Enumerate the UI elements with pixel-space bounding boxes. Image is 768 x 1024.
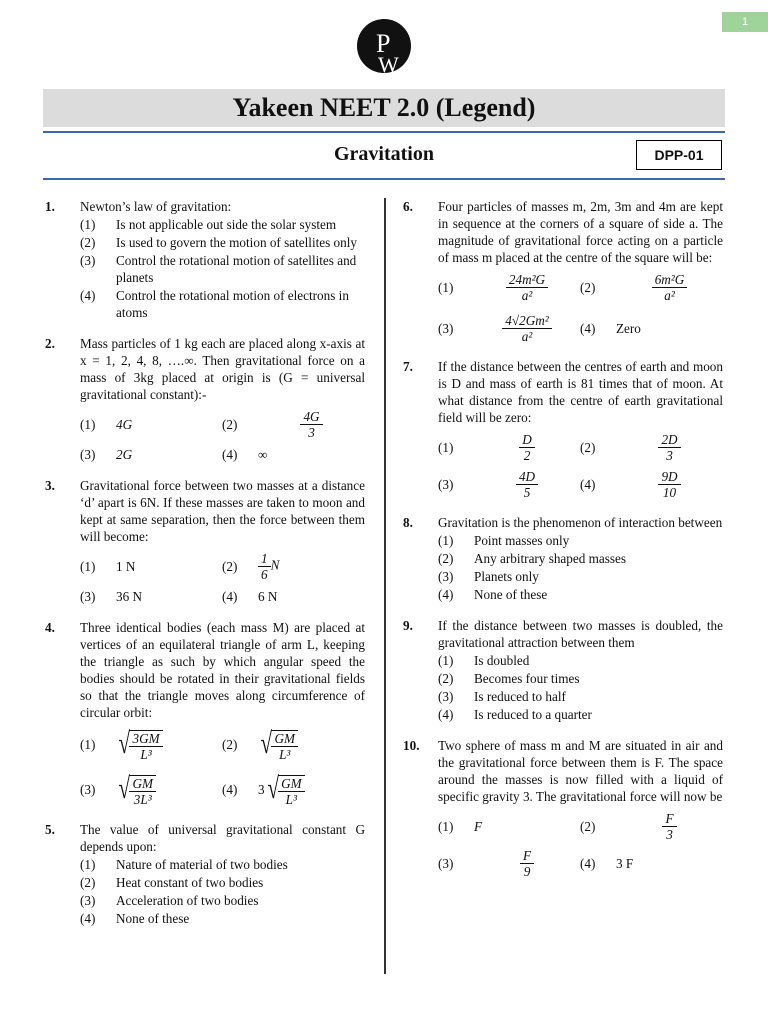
option-fraction[interactable]: $\frac{F}{3}$ <box>616 811 723 842</box>
question-stem: Three identical bodies (each mass M) are placed at vertices of an equilateral triangle of arm L, keeping the triangle as such by which angular speed the bodies should be rotated in their gravitational fields so that the triangle moves along circumference of circular orbit: <box>80 620 365 720</box>
option-fraction[interactable]: $\frac{\text{6m²G}}{\text{a²}}$ <box>616 272 723 303</box>
option-value[interactable]: 2G <box>116 447 133 462</box>
question-stem: Four particles of masses m, 2m, 3m and 4m are kept in sequence at the corners of a square of side a. The magnitude of gravitational force acting on a particle of mass m placed at the centre of the square will be: <box>438 199 723 265</box>
option-root[interactable]: √ $\frac{GM}{\text{3L³}}$ <box>116 772 222 807</box>
option-root[interactable]: √ $\frac{GM}{\text{L³}}$ <box>258 727 365 762</box>
question-number: 7. <box>403 359 413 374</box>
option[interactable]: (3) Is reduced to half <box>438 689 566 704</box>
option[interactable]: (4) None of these <box>438 587 548 602</box>
option-root[interactable]: 3 √ $\frac{GM}{\text{L³}}$ <box>258 772 365 807</box>
option[interactable]: (3) Control the rotational motion of satellites and planets <box>80 253 357 285</box>
option-fraction[interactable]: $\frac{\text{24m²G}}{\text{a²}}$ <box>474 272 580 303</box>
option[interactable]: (2) Becomes four times <box>438 671 580 686</box>
option[interactable]: (3) Acceleration of two bodies <box>80 893 259 908</box>
option-value[interactable]: 3 F <box>616 856 634 871</box>
question-stem: If the distance between the centres of earth and moon is D and mass of earth is 81 times that of moon. At what distance from the centre of earth gravitational field will be zero: <box>438 359 723 425</box>
question-10 <box>403 737 723 879</box>
svg-text:W: W <box>378 52 399 77</box>
question-number: 9. <box>403 618 413 633</box>
header-rule <box>43 131 725 133</box>
subject-title: Gravitation <box>334 143 434 165</box>
left-column <box>45 198 365 941</box>
option-root[interactable]: √ $\frac{3GM}{\text{L³}}$ <box>116 727 222 762</box>
svg-text:P: P <box>376 29 391 58</box>
option[interactable]: (1) Nature of material of two bodies <box>80 857 288 872</box>
page-title: Yakeen NEET 2.0 (Legend) <box>43 89 725 127</box>
header-rule-bottom <box>43 178 725 180</box>
question-6 <box>403 198 723 344</box>
option[interactable]: (2) Heat constant of two bodies <box>80 875 264 890</box>
option-value[interactable]: 1 N <box>116 559 136 574</box>
question-7 <box>403 358 723 500</box>
option-fraction[interactable]: $\frac{4D}{5}$ <box>474 469 580 500</box>
option-fraction[interactable]: $\frac{F}{9}$ <box>474 848 580 879</box>
option-value[interactable]: ∞ <box>258 447 268 462</box>
pw-logo <box>356 18 412 84</box>
question-1 <box>45 198 365 321</box>
option-value[interactable]: F <box>474 819 483 834</box>
option-fraction[interactable]: $\frac{D}{2}$ <box>474 432 580 463</box>
options-grid: (1) F (2) $\frac{F}{3}$ (3) $\frac{F}{9}$ (4) 3 F <box>438 811 723 879</box>
question-4 <box>45 619 365 807</box>
option[interactable]: (4) Control the rotational motion of electrons in atoms <box>80 288 349 320</box>
option-fraction[interactable]: $\frac{1}{6}$ N <box>258 551 365 582</box>
question-2 <box>45 335 365 463</box>
question-stem: Gravitational force between two masses at a distance ‘d’ apart is 6N. If these masses are taken to moon and kept at same separation, then the force between them will become: <box>80 478 365 544</box>
option[interactable]: (4) None of these <box>80 911 190 926</box>
option-fraction[interactable]: $\frac{\text{4√2Gm²}}{\text{a²}}$ <box>474 313 580 344</box>
dpp-code-box: DPP-01 <box>636 140 722 170</box>
question-8 <box>403 514 723 603</box>
question-stem: Gravitation is the phenomenon of interaction between <box>438 515 723 530</box>
option-value[interactable]: 36 N <box>116 589 143 604</box>
right-column <box>403 198 723 893</box>
column-divider <box>384 198 386 974</box>
question-number: 1. <box>45 199 55 214</box>
question-number: 3. <box>45 478 55 493</box>
question-stem: If the distance between two masses is doubled, the gravitational attraction between them <box>438 618 723 650</box>
question-5 <box>45 821 365 927</box>
question-9 <box>403 617 723 723</box>
question-number: 2. <box>45 336 55 351</box>
option[interactable]: (2) Any arbitrary shaped masses <box>438 551 626 566</box>
option-fraction[interactable]: $\frac{2D}{3}$ <box>616 432 723 463</box>
option-fraction[interactable]: $\frac{4G}{3}$ <box>258 409 365 440</box>
option-fraction[interactable]: $\frac{9D}{10}$ <box>616 469 723 500</box>
options-grid: (1) 4G (2) $\frac{4G}{3}$ (3) 2G (4) ∞ <box>80 409 365 463</box>
question-stem: Newton’s law of gravitation: <box>80 199 232 214</box>
option[interactable]: (2) Is used to govern the motion of satellites only <box>80 235 358 250</box>
option[interactable]: (4) Is reduced to a quarter <box>438 707 592 722</box>
options-grid: (1) 1 N (2) $\frac{1}{6}$ N (3) 36 N (4) 6 N <box>80 551 365 605</box>
question-stem: The value of universal gravitational constant G depends upon: <box>80 822 365 854</box>
question-number: 10. <box>403 738 420 753</box>
page-number-badge: 1 <box>722 12 768 32</box>
question-stem: Two sphere of mass m and M are situated in air and the gravitational force between them is F. The space around the masses is now filled with a liquid of specific gravity 3. The gravitational force will now be <box>438 738 723 804</box>
options-grid: (1) √ $\frac{3GM}{\text{L³}}$ (2) √ $\frac{GM}{\text{L³}}$ (3) √ $\frac{GM}{\text{3L³}}$ (4) 3 √ $\frac{GM}{\text{L³}}$ <box>80 727 365 807</box>
option[interactable]: (1) Is not applicable out side the solar system <box>80 217 337 232</box>
options-grid: (1) $\frac{D}{2}$ (2) $\frac{2D}{3}$ (3) $\frac{4D}{5}$ (4) $\frac{9D}{10}$ <box>438 432 723 500</box>
option-value[interactable]: 6 N <box>258 589 278 604</box>
question-stem: Mass particles of 1 kg each are placed along x-axis at x = 1, 2, 4, 8, ….∞. Then gravitational force on a mass of 3kg placed at origin is (G = universal gravitational constant):- <box>80 336 365 402</box>
question-number: 6. <box>403 199 413 214</box>
options-grid: (1) $\frac{\text{24m²G}}{\text{a²}}$ (2) $\frac{\text{6m²G}}{\text{a²}}$ (3) $\frac{\text{4√2Gm²}}{\text{a²}}$ (4) Zero <box>438 272 723 344</box>
option[interactable]: (1) Is doubled <box>438 653 530 668</box>
option[interactable]: (1) Point masses only <box>438 533 570 548</box>
question-number: 4. <box>45 620 55 635</box>
question-3 <box>45 477 365 605</box>
option[interactable]: (3) Planets only <box>438 569 539 584</box>
option-value[interactable]: Zero <box>616 321 641 336</box>
question-number: 5. <box>45 822 55 837</box>
option-value[interactable]: 4G <box>116 417 133 432</box>
question-number: 8. <box>403 515 413 530</box>
